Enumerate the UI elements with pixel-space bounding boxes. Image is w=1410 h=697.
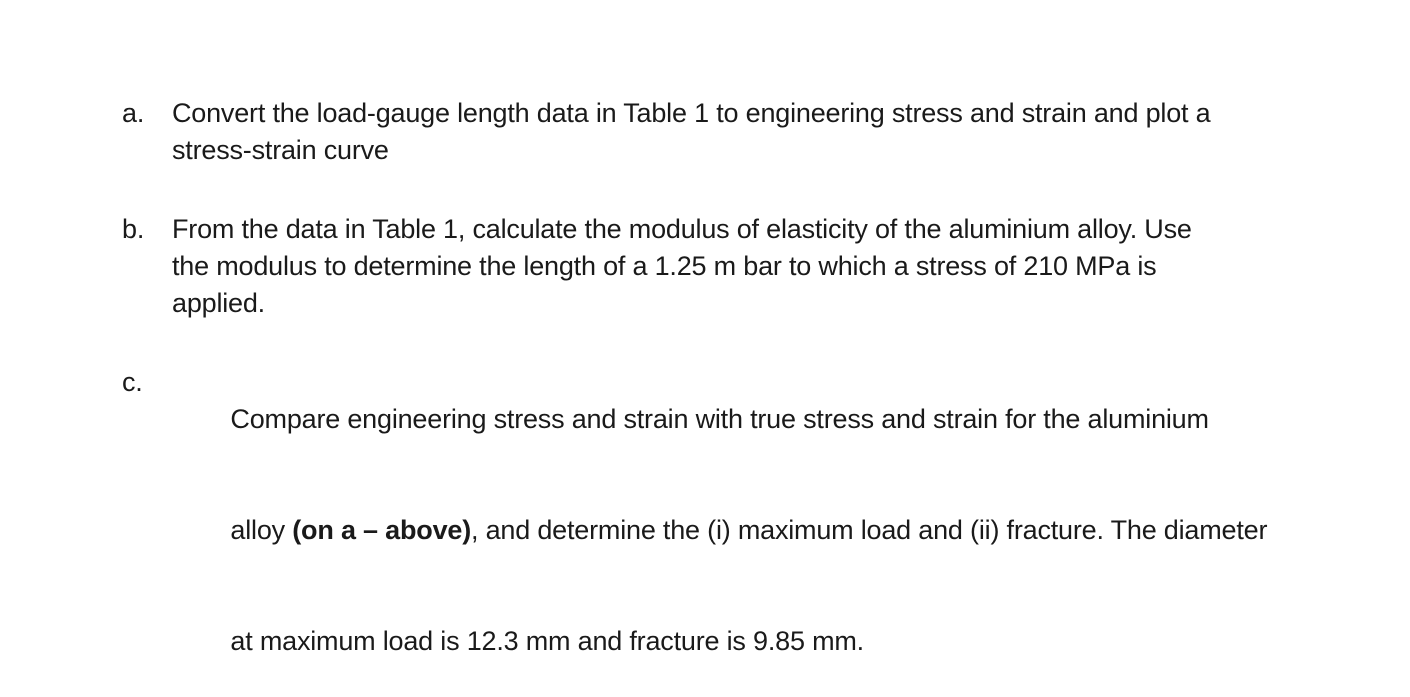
- text-line: [172, 364, 1330, 475]
- problem-item-c: [122, 364, 1330, 697]
- text-line: applied.: [172, 288, 265, 318]
- text-segment: alloy: [230, 515, 293, 545]
- text-line: Convert the load-gauge length data in Table 1 to engineering stress and strain and plot a: [172, 98, 1211, 128]
- text-line: [172, 475, 1330, 586]
- text-line: stress-strain curve: [172, 135, 389, 165]
- bold-phrase: (on a – above): [292, 515, 472, 545]
- item-body-b: [172, 211, 1330, 322]
- problem-item-b: [122, 211, 1330, 322]
- text-segment: Compare engineering stress and strain with true stress and strain for the aluminium: [230, 404, 1209, 434]
- item-marker-a: a.: [122, 98, 145, 128]
- text-line: From the data in Table 1, calculate the modulus of elasticity of the aluminium alloy. Use: [172, 214, 1192, 244]
- text-line: the modulus to determine the length of a 1.25 m bar to which a stress of 210 MPa is: [172, 251, 1157, 281]
- problem-item-a: [122, 95, 1330, 169]
- text-line: [172, 586, 1330, 697]
- item-marker-b: b.: [122, 214, 145, 244]
- item-body-c: [172, 364, 1330, 697]
- text-segment: , and determine the (i) maximum load and (ii) fracture. The diameter: [471, 515, 1268, 545]
- item-marker-c: c.: [122, 367, 143, 397]
- item-body-a: [172, 95, 1330, 169]
- text-segment: at maximum load is 12.3 mm and fracture is 9.85 mm.: [230, 626, 864, 656]
